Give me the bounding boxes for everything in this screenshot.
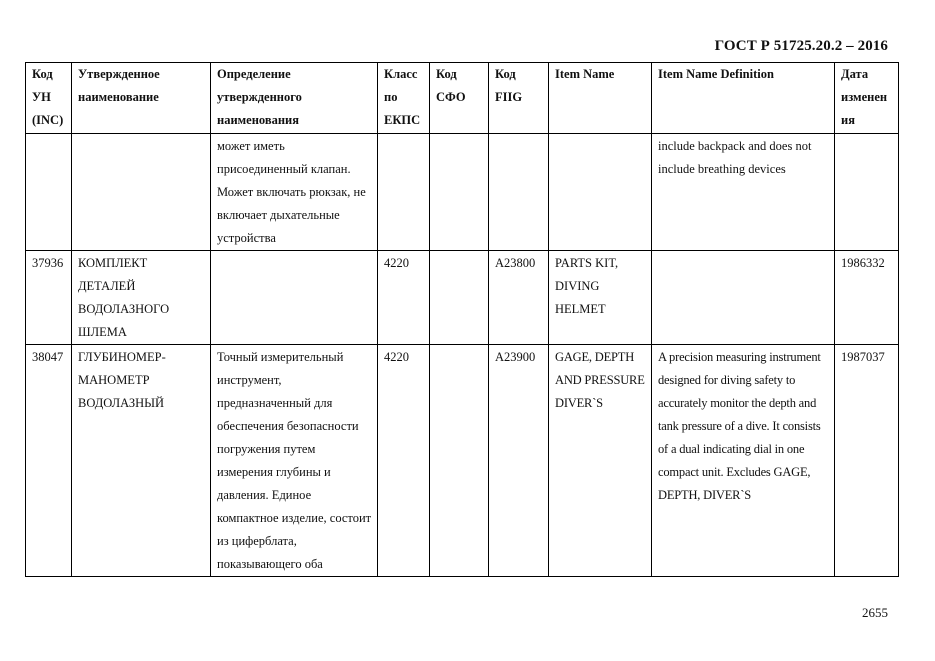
- cell-item-definition: include backpack and does not include breathing devices: [652, 134, 835, 251]
- col-header-name-ru: Утвержденное наименование: [72, 63, 211, 134]
- cell-sfo: [430, 251, 489, 345]
- cell-fiig: A23800: [489, 251, 549, 345]
- cell-date: [835, 134, 899, 251]
- cell-name-ru: КОМПЛЕКТ ДЕТАЛЕЙ ВОДОЛАЗНОГО ШЛЕМА: [72, 251, 211, 345]
- col-header-date: Дата изменен ия: [835, 63, 899, 134]
- cell-item-definition: [652, 251, 835, 345]
- cell-fiig: [489, 134, 549, 251]
- cell-inc: 38047: [26, 345, 72, 577]
- cell-definition-ru: Точный измерительный инструмент, предназначенный для обеспечения безопасности погружения путем измерения глубины и давления. Единое компактное изделие, состоит из циферблата, показывающего оба: [211, 345, 378, 577]
- cell-date: 1987037: [835, 345, 899, 577]
- document-code: ГОСТ Р 51725.20.2 – 2016: [714, 38, 888, 54]
- col-header-definition-ru: Определение утвержденного наименования: [211, 63, 378, 134]
- cell-item-definition: A precision measuring instrument designed for diving safety to accurately monitor the depth and tank pressure of a dive. It consists of a dual indicating dial in one compact unit. Excludes GAGE, DEPTH, DIVER`S: [652, 345, 835, 577]
- cell-class: [378, 134, 430, 251]
- cell-inc: 37936: [26, 251, 72, 345]
- cell-inc: [26, 134, 72, 251]
- cell-class: 4220: [378, 345, 430, 577]
- cell-class: 4220: [378, 251, 430, 345]
- cell-fiig: A23900: [489, 345, 549, 577]
- cell-name-ru: [72, 134, 211, 251]
- col-header-item-name: Item Name: [549, 63, 652, 134]
- col-header-item-definition: Item Name Definition: [652, 63, 835, 134]
- cell-name-ru: ГЛУБИНОМЕР-МАНОМЕТР ВОДОЛАЗНЫЙ: [72, 345, 211, 577]
- cell-definition-ru: [211, 251, 378, 345]
- cell-date: 1986332: [835, 251, 899, 345]
- cell-item-name: PARTS KIT, DIVING HELMET: [549, 251, 652, 345]
- cell-item-name: [549, 134, 652, 251]
- page-number: 2655: [862, 605, 888, 620]
- table-row: [26, 134, 899, 251]
- catalog-table: [25, 62, 899, 577]
- table-row: [26, 345, 899, 577]
- col-header-fiig: Код FIIG: [489, 63, 549, 134]
- cell-definition-ru: может иметь присоединенный клапан. Может включать рюкзак, не включает дыхательные устройства: [211, 134, 378, 251]
- cell-sfo: [430, 345, 489, 577]
- col-header-sfo: Код СФО: [430, 63, 489, 134]
- col-header-inc: Код УН (INC): [26, 63, 72, 134]
- table-header-row: [26, 63, 899, 134]
- col-header-class: Класс по ЕКПС: [378, 63, 430, 134]
- cell-item-name: GAGE, DEPTH AND PRESSURE DIVER`S: [549, 345, 652, 577]
- table-row: [26, 251, 899, 345]
- cell-sfo: [430, 134, 489, 251]
